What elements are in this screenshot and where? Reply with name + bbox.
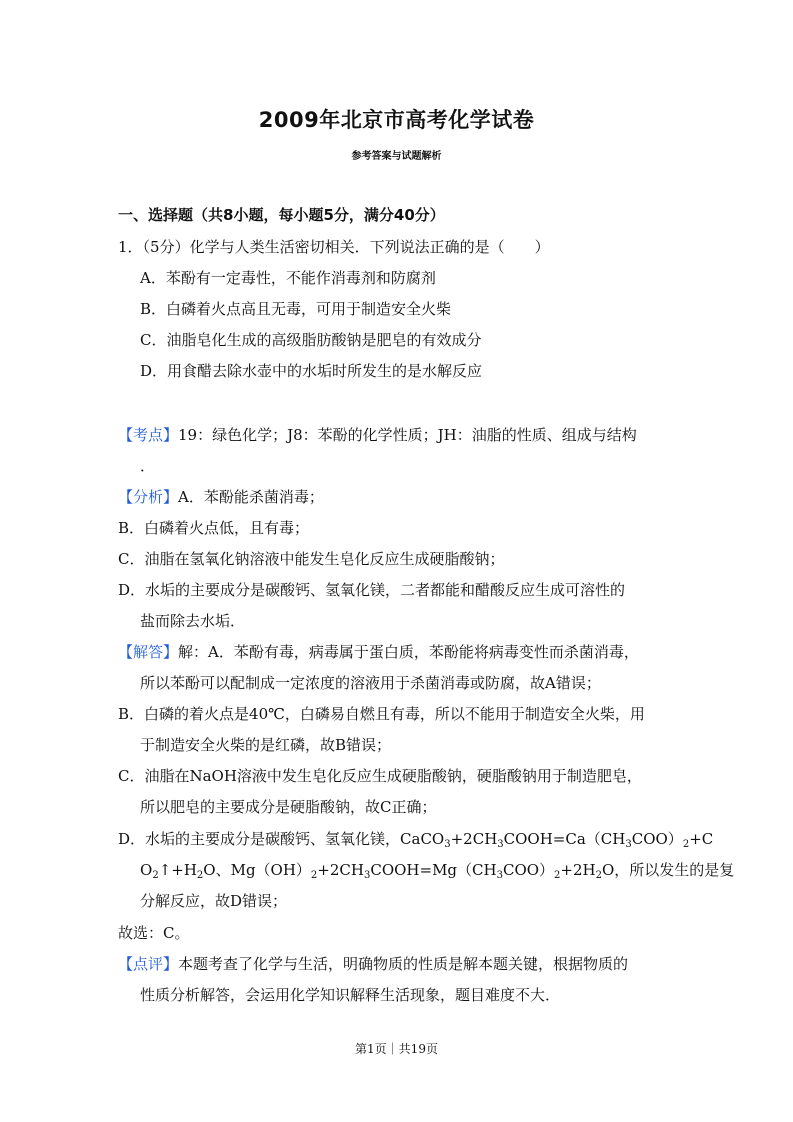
kaodian-tag: 【考点】 bbox=[118, 426, 179, 444]
dianping-2: 性质分析解答，会运用化学知识解释生活现象，题目难度不大． bbox=[140, 986, 561, 1004]
fenxi-d2: 盐而除去水垢． bbox=[140, 612, 246, 630]
fenxi-b: B．白磷着火点低，且有毒； bbox=[118, 519, 310, 537]
section-heading: 一、选择题（共8小题，每小题5分，满分40分） bbox=[118, 206, 445, 224]
kaodian-text: 19：绿色化学；J8：苯酚的化学性质；JH：油脂的性质、组成与结构 bbox=[178, 426, 637, 444]
kaodian-line bbox=[118, 424, 637, 446]
jieda-tag: 【解答】 bbox=[118, 643, 179, 661]
jieda-c1: C．油脂在NaOH溶液中发生皂化反应生成硬脂酸钠，硬脂酸钠用于制造肥皂， bbox=[118, 767, 642, 785]
question-stem: 1．（5分）化学与人类生活密切相关．下列说法正确的是（ ） bbox=[118, 238, 550, 256]
fenxi-a: A．苯酚能杀菌消毒； bbox=[178, 488, 324, 506]
dianping-tag: 【点评】 bbox=[118, 955, 179, 973]
page-title: 2009年北京市高考化学试卷 bbox=[258, 108, 535, 132]
jieda-line bbox=[118, 641, 639, 663]
dianping-line bbox=[118, 953, 628, 975]
dianping-1: 本题考查了化学与生活，明确物质的性质是解本题关键，根据物质的 bbox=[178, 955, 629, 973]
fenxi-d1: D．水垢的主要成分是碳酸钙、氢氧化镁，二者都能和醋酸反应生成可溶性的 bbox=[118, 581, 626, 599]
page-footer: 第1页｜共19页 bbox=[355, 1042, 438, 1056]
jieda-b2: 于制造安全火柴的是红磷，故B错误； bbox=[140, 736, 392, 754]
fenxi-tag: 【分析】 bbox=[118, 488, 179, 506]
jieda-d1: D．水垢的主要成分是碳酸钙、氢氧化镁，$CaCO_3+2CH_3COOH=Ca(CH_3COO)_2+C$ bbox=[118, 830, 714, 850]
fenxi-c: C．油脂在氢氧化钠溶液中能发生皂化反应生成硬脂酸钠； bbox=[118, 550, 505, 568]
jieda-a1: 解：A．苯酚有毒，病毒属于蛋白质，苯酚能将病毒变性而杀菌消毒， bbox=[178, 643, 639, 661]
option-c: C．油脂皂化生成的高级脂肪酸钠是肥皂的有效成分 bbox=[140, 331, 482, 349]
jieda-b1: B．白磷的着火点是40℃，白磷易自燃且有毒，所以不能用于制造安全火柴，用 bbox=[118, 705, 645, 723]
jieda-d3: 分解反应，故D错误； bbox=[140, 892, 288, 910]
answer-line: 故选：C。 bbox=[118, 924, 190, 942]
jieda-a2: 所以苯酚可以配制成一定浓度的溶液用于杀菌消毒或防腐，故A错误； bbox=[140, 674, 601, 692]
option-a: A．苯酚有一定毒性，不能作消毒剂和防腐剂 bbox=[140, 269, 436, 287]
jieda-c2: 所以肥皂的主要成分是硬脂酸钠，故C正确； bbox=[140, 798, 437, 816]
page-subtitle: 参考答案与试题解析 bbox=[351, 151, 442, 162]
jieda-d2: $O_2↑+H_2O$、$Mg(OH)_2+2CH_3COOH=Mg(CH_3COO)_2+2H_2O$，所以发生的是复 bbox=[140, 861, 735, 881]
kaodian-continuation: ． bbox=[140, 457, 156, 475]
option-d: D．用食醋去除水壶中的水垢时所发生的是水解反应 bbox=[140, 362, 483, 380]
fenxi-line bbox=[118, 486, 324, 508]
option-b: B．白磷着火点高且无毒，可用于制造安全火柴 bbox=[140, 300, 452, 318]
